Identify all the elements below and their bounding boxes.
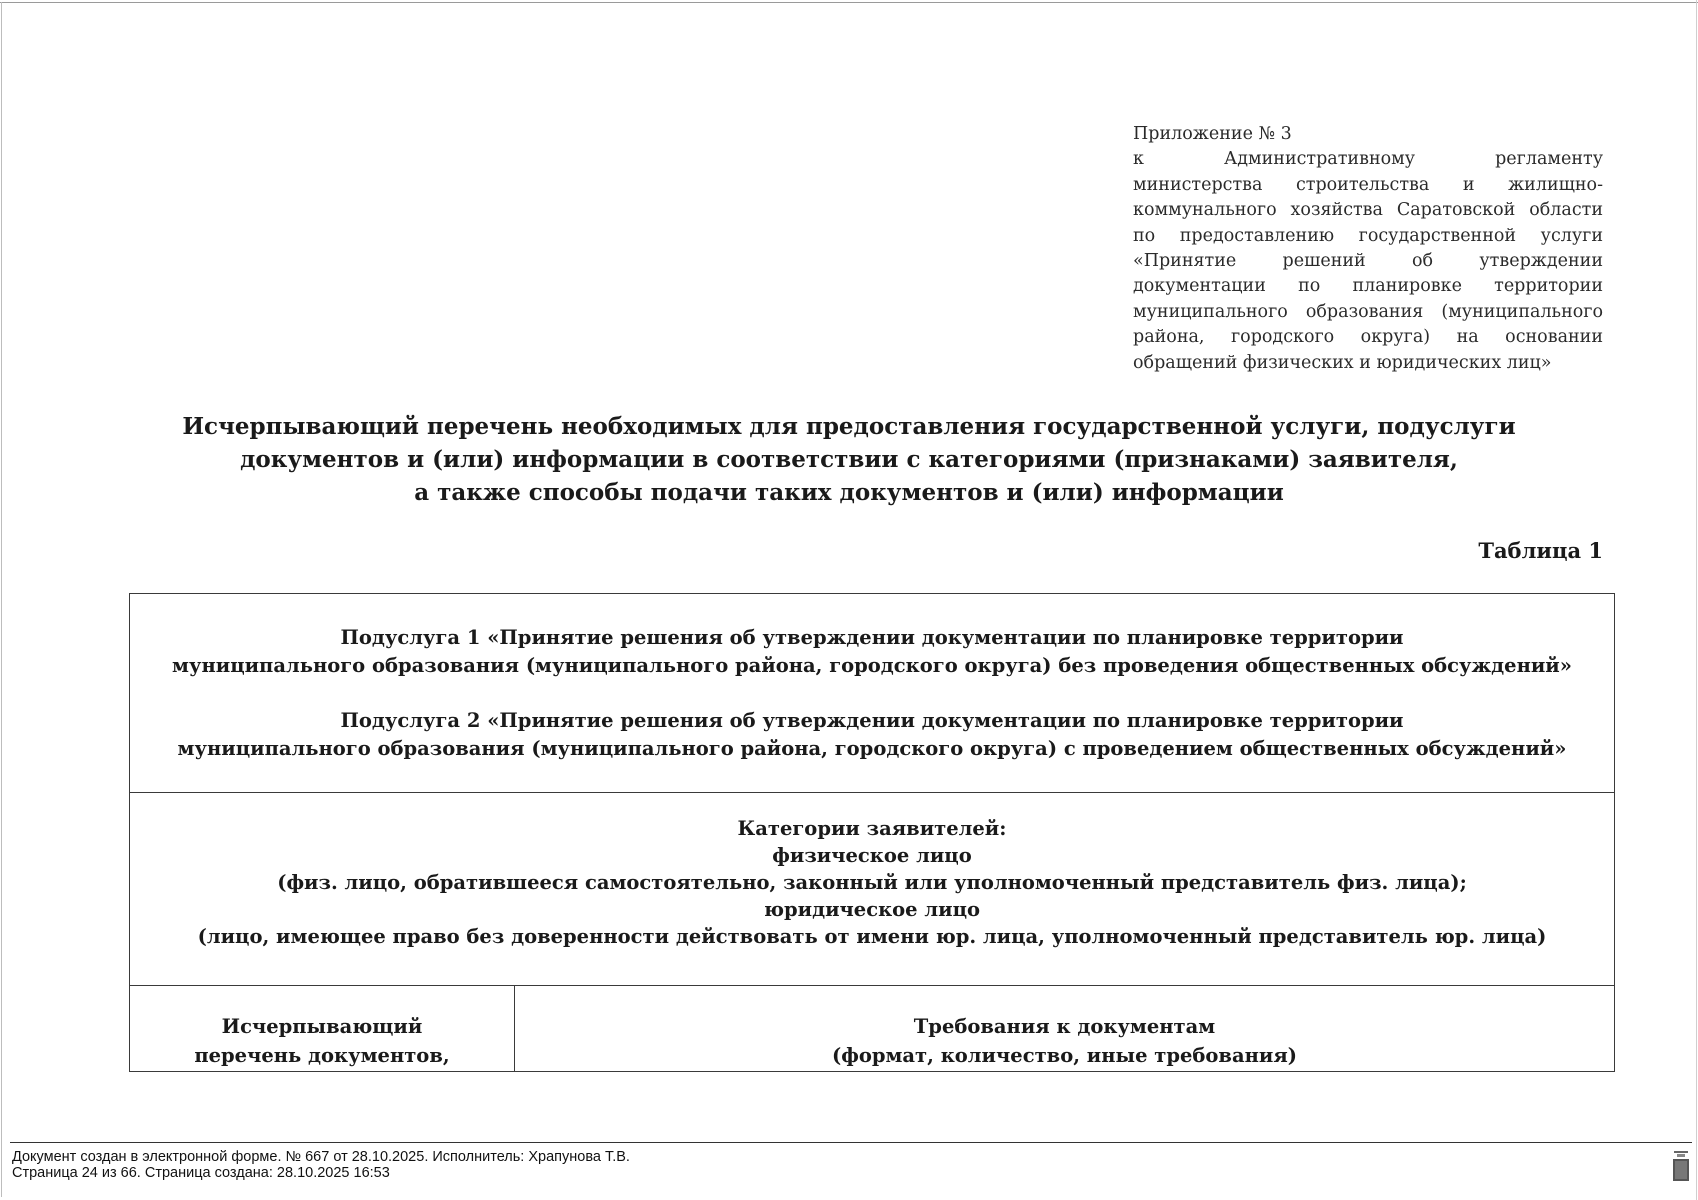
appendix-block (1133, 122, 1603, 376)
subservice-2-line: Подуслуга 2 «Принятие решения об утверждении документации по планировке территории (340, 709, 1404, 732)
appendix-line: муниципального образования (муниципального (1133, 301, 1603, 322)
categories-heading: Категории заявителей: (737, 817, 1007, 840)
column-header-documents (130, 986, 515, 1071)
subservice-1-line: муниципального образования (муниципального района, городского округа) без проведения общественных обсуждений» (172, 654, 1572, 677)
category-individual: физическое лицо (772, 844, 972, 867)
table-row-subservices (130, 594, 1614, 793)
column-header-line: Требования к документам (913, 1015, 1216, 1038)
table-label: Таблица 1 (1478, 538, 1603, 563)
page-border-left (1, 2, 2, 1197)
appendix-line: обращений физических и юридических лиц» (1133, 352, 1552, 373)
column-header-requirements (515, 986, 1614, 1097)
requirements-table (129, 593, 1615, 1072)
title-line: документов и (или) информации в соответствии с категориями (признаками) заявителя, (240, 446, 1458, 473)
page-border-top (0, 2, 1698, 3)
subservice-1 (130, 624, 1614, 680)
subservice-2 (130, 707, 1614, 763)
table-row-header (130, 986, 1614, 1071)
document-title (150, 410, 1548, 509)
table-row-categories (130, 793, 1614, 986)
category-legal-entity-desc: (лицо, имеющее право без доверенности действовать от имени юр. лица, уполномоченный представитель юр. лица) (197, 925, 1547, 948)
appendix-line: «Принятие решений об утверждении (1133, 251, 1603, 272)
appendix-line: коммунального хозяйства Саратовской области (1133, 200, 1603, 221)
appendix-line: Приложение № 3 (1133, 124, 1292, 144)
category-legal-entity: юридическое лицо (763, 898, 980, 921)
subservice-1-line: Подуслуга 1 «Принятие решения об утверждении документации по планировке территории (340, 626, 1404, 649)
appendix-line: района, городского округа) на основании (1133, 327, 1603, 348)
appendix-line: документации по планировке территории (1133, 276, 1603, 297)
page-border-right (1696, 0, 1697, 1200)
appendix-line: министерства строительства и жилищно- (1133, 174, 1603, 195)
title-line: а также способы подачи таких документов и (или) информации (414, 479, 1284, 506)
appendix-line: по предоставлению государственной услуги (1133, 225, 1603, 246)
column-header-line: Исчерпывающий (221, 1015, 423, 1038)
stamp-icon (1672, 1150, 1690, 1182)
column-header-line: (формат, количество, иные требования) (832, 1044, 1297, 1067)
title-line: Исчерпывающий перечень необходимых для предоставления государственной услуги, подуслуги (182, 413, 1516, 440)
footer (12, 1149, 1412, 1181)
appendix-line: к Административному регламенту (1133, 149, 1603, 170)
footer-line-1: Документ создан в электронной форме. № 667 от 28.10.2025. Исполнитель: Храпунова Т.В. (12, 1149, 630, 1165)
column-header-line: перечень документов, (194, 1044, 450, 1067)
subservice-2-line: муниципального образования (муниципального района, городского округа) с проведением общественных обсуждений» (177, 737, 1567, 760)
footer-divider (10, 1142, 1692, 1143)
category-individual-desc: (физ. лицо, обратившееся самостоятельно, законный или уполномоченный представитель физ. лица); (277, 871, 1467, 894)
footer-line-2: Страница 24 из 66. Страница создана: 28.10.2025 16:53 (12, 1165, 390, 1181)
